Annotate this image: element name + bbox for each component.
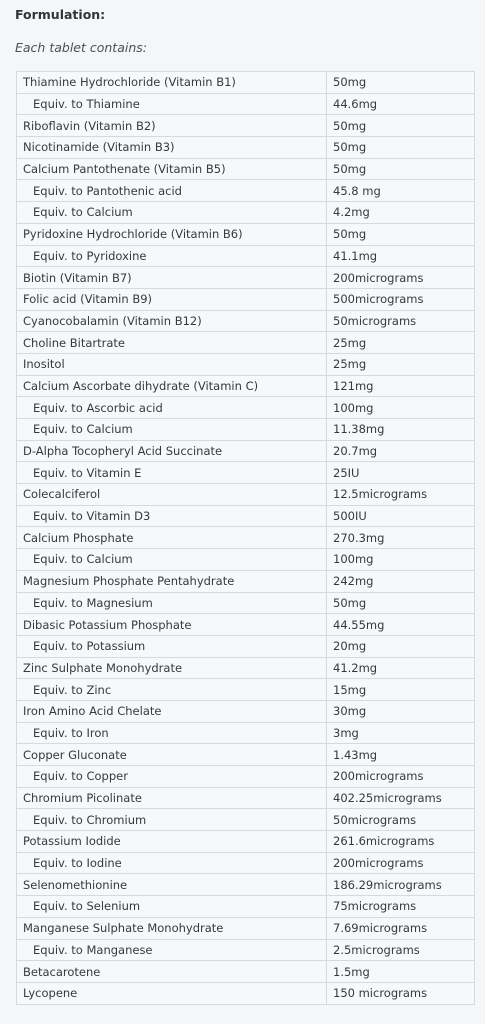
ingredient-amount: 50mg [327,115,475,137]
ingredient-amount: 50mg [327,137,475,159]
ingredient-amount: 75micrograms [327,896,475,918]
ingredient-name: Betacarotene [17,961,327,983]
table-row [17,635,475,657]
ingredients-table [16,71,475,1005]
ingredient-amount: 45.8 mg [327,180,475,202]
ingredient-name: Riboflavin (Vitamin B2) [17,115,327,137]
table-row [17,93,475,115]
ingredient-name: Equiv. to Calcium [17,419,327,441]
ingredient-amount: 100mg [327,397,475,419]
ingredient-name: Equiv. to Pantothenic acid [17,180,327,202]
ingredient-amount: 261.6micrograms [327,831,475,853]
table-row [17,137,475,159]
ingredient-amount: 1.5mg [327,961,475,983]
table-row [17,484,475,506]
table-row [17,180,475,202]
ingredient-name: Thiamine Hydrochloride (Vitamin B1) [17,72,327,94]
table-row [17,874,475,896]
table-row [17,896,475,918]
ingredient-name: Equiv. to Iron [17,722,327,744]
ingredient-name: Pyridoxine Hydrochloride (Vitamin B6) [17,223,327,245]
table-row [17,592,475,614]
table-row [17,397,475,419]
table-row [17,202,475,224]
table-row [17,982,475,1004]
ingredient-amount: 7.69micrograms [327,917,475,939]
ingredient-name: Calcium Pantothenate (Vitamin B5) [17,158,327,180]
ingredient-name: Manganese Sulphate Monohydrate [17,917,327,939]
table-row [17,267,475,289]
ingredient-name: Equiv. to Manganese [17,939,327,961]
ingredient-name: Cyanocobalamin (Vitamin B12) [17,310,327,332]
formulation-heading: Formulation: [15,7,106,22]
ingredient-name: Lycopene [17,982,327,1004]
table-row [17,787,475,809]
ingredient-name: Biotin (Vitamin B7) [17,267,327,289]
ingredient-amount: 25mg [327,332,475,354]
table-row [17,809,475,831]
ingredient-amount: 242mg [327,570,475,592]
ingredient-amount: 50mg [327,158,475,180]
table-row [17,766,475,788]
table-row [17,72,475,94]
ingredient-amount: 500micrograms [327,288,475,310]
ingredient-name: Equiv. to Iodine [17,852,327,874]
ingredient-amount: 402.25micrograms [327,787,475,809]
ingredient-name: Equiv. to Thiamine [17,93,327,115]
table-row [17,722,475,744]
ingredient-name: Chromium Picolinate [17,787,327,809]
table-row [17,115,475,137]
table-row [17,440,475,462]
table-row [17,158,475,180]
ingredient-amount: 4.2mg [327,202,475,224]
ingredient-name: Calcium Phosphate [17,527,327,549]
ingredient-amount: 50micrograms [327,310,475,332]
ingredient-amount: 50mg [327,592,475,614]
ingredient-name: Equiv. to Selenium [17,896,327,918]
table-row [17,852,475,874]
table-row [17,549,475,571]
table-row [17,505,475,527]
ingredient-amount: 1.43mg [327,744,475,766]
ingredient-name: Equiv. to Copper [17,766,327,788]
table-row [17,288,475,310]
ingredient-name: Zinc Sulphate Monohydrate [17,657,327,679]
ingredient-name: Equiv. to Chromium [17,809,327,831]
table-row [17,744,475,766]
ingredient-name: Choline Bitartrate [17,332,327,354]
ingredient-amount: 20mg [327,635,475,657]
table-row [17,831,475,853]
ingredient-amount: 121mg [327,375,475,397]
ingredient-name: Equiv. to Ascorbic acid [17,397,327,419]
ingredient-name: Folic acid (Vitamin B9) [17,288,327,310]
ingredient-amount: 200micrograms [327,852,475,874]
ingredient-amount: 100mg [327,549,475,571]
ingredient-amount: 50micrograms [327,809,475,831]
ingredients-table-body [17,72,475,1005]
table-row [17,245,475,267]
ingredient-name: Equiv. to Magnesium [17,592,327,614]
ingredient-name: Equiv. to Calcium [17,549,327,571]
ingredient-amount: 30mg [327,700,475,722]
table-row [17,332,475,354]
ingredient-amount: 50mg [327,72,475,94]
ingredient-amount: 186.29micrograms [327,874,475,896]
table-row [17,527,475,549]
ingredient-amount: 2.5micrograms [327,939,475,961]
ingredient-amount: 12.5micrograms [327,484,475,506]
table-row [17,614,475,636]
ingredient-name: Equiv. to Vitamin D3 [17,505,327,527]
ingredient-amount: 11.38mg [327,419,475,441]
ingredient-name: D-Alpha Tocopheryl Acid Succinate [17,440,327,462]
ingredient-name: Copper Gluconate [17,744,327,766]
ingredient-amount: 270.3mg [327,527,475,549]
ingredient-amount: 44.55mg [327,614,475,636]
ingredient-amount: 50mg [327,223,475,245]
ingredient-amount: 150 micrograms [327,982,475,1004]
ingredient-name: Equiv. to Zinc [17,679,327,701]
ingredient-amount: 20.7mg [327,440,475,462]
ingredient-amount: 25IU [327,462,475,484]
ingredient-amount: 25mg [327,353,475,375]
ingredient-amount: 15mg [327,679,475,701]
table-row [17,961,475,983]
ingredient-amount: 500IU [327,505,475,527]
ingredient-amount: 41.2mg [327,657,475,679]
ingredient-name: Potassium Iodide [17,831,327,853]
table-row [17,679,475,701]
ingredient-name: Calcium Ascorbate dihydrate (Vitamin C) [17,375,327,397]
ingredient-name: Equiv. to Pyridoxine [17,245,327,267]
ingredient-name: Colecalciferol [17,484,327,506]
table-row [17,939,475,961]
ingredient-name: Equiv. to Calcium [17,202,327,224]
ingredient-amount: 44.6mg [327,93,475,115]
ingredient-amount: 200micrograms [327,267,475,289]
table-row [17,419,475,441]
table-row [17,310,475,332]
tablet-contents-subheading: Each tablet contains: [15,40,147,55]
table-row [17,700,475,722]
ingredient-amount: 41.1mg [327,245,475,267]
ingredient-name: Selenomethionine [17,874,327,896]
ingredient-name: Inositol [17,353,327,375]
ingredient-name: Nicotinamide (Vitamin B3) [17,137,327,159]
ingredient-name: Dibasic Potassium Phosphate [17,614,327,636]
ingredient-name: Iron Amino Acid Chelate [17,700,327,722]
table-row [17,353,475,375]
ingredient-amount: 3mg [327,722,475,744]
table-row [17,570,475,592]
table-row [17,223,475,245]
ingredient-name: Magnesium Phosphate Pentahydrate [17,570,327,592]
table-row [17,917,475,939]
table-row [17,462,475,484]
ingredient-name: Equiv. to Vitamin E [17,462,327,484]
ingredient-amount: 200micrograms [327,766,475,788]
table-row [17,657,475,679]
table-row [17,375,475,397]
ingredient-name: Equiv. to Potassium [17,635,327,657]
